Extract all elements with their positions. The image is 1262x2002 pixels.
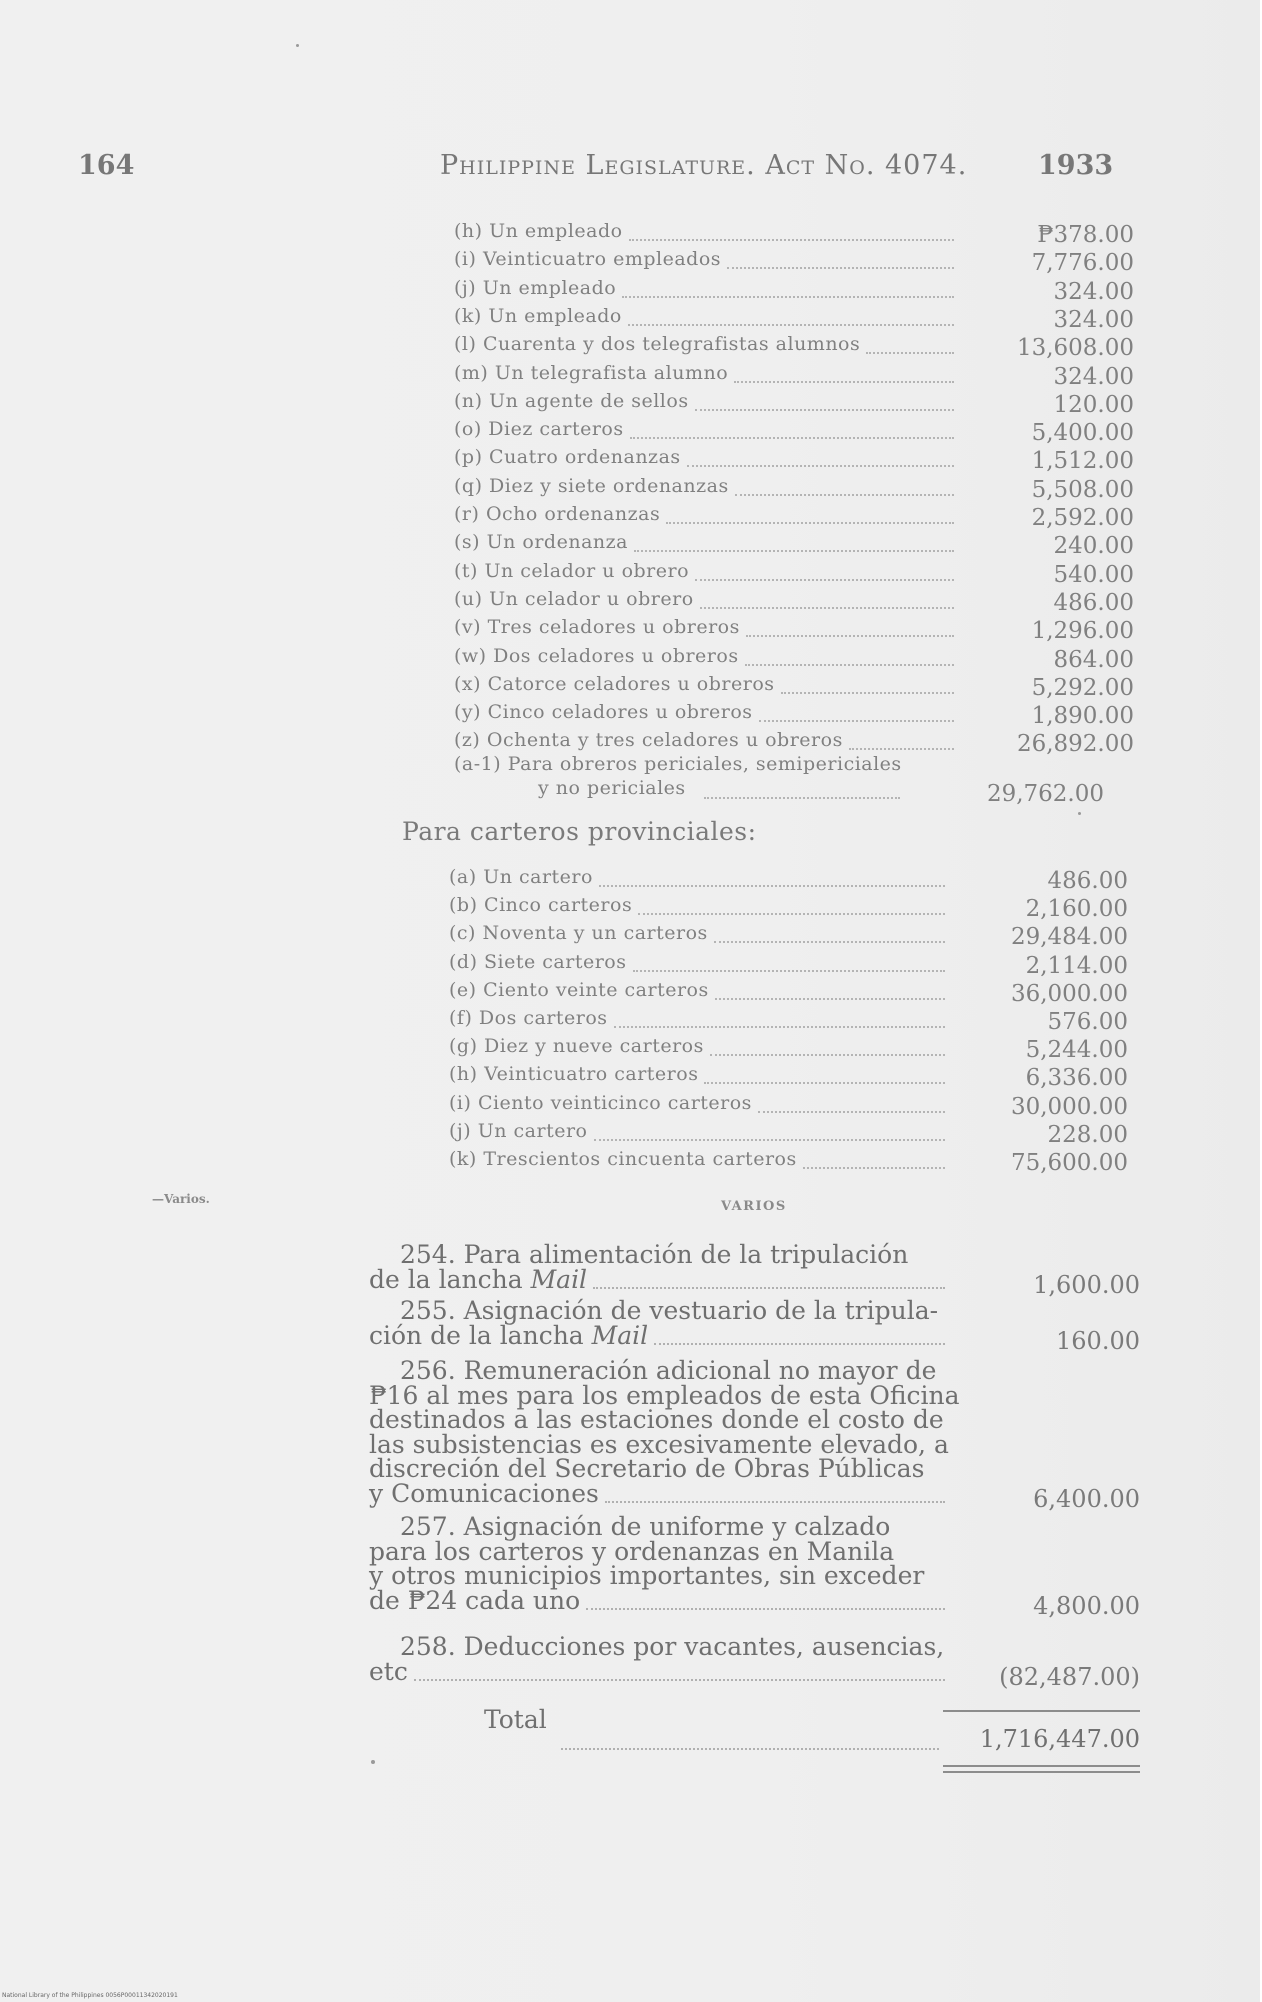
list-item [454, 305, 1174, 331]
list-item-amount: 26,892.00 [1016, 731, 1134, 758]
leader-dots [614, 1026, 945, 1028]
list-item-label: (d) Siete carteros [449, 950, 627, 973]
leader-dots [745, 664, 954, 666]
list-item-amount: 2,114.00 [1025, 952, 1128, 979]
list-item-label: (c) Noventa y un carteros [449, 922, 708, 945]
list-item-label: (a) Un cartero [449, 866, 593, 888]
list-item-amount: 7,776.00 [1031, 250, 1134, 277]
list-item [454, 475, 1174, 501]
header-year: 1933 [1038, 150, 1114, 181]
leader-dots [758, 1111, 945, 1113]
leader-dots [781, 692, 954, 694]
list-item [454, 418, 1174, 447]
leader-dots [654, 1343, 945, 1345]
page-number: 164 [78, 150, 135, 181]
varios-item-line: 256. Remuneración adicional no mayor de [400, 1356, 937, 1385]
list-item [454, 701, 1174, 730]
list-item-amount: 540.00 [1053, 561, 1134, 588]
list-item-amount: 75,600.00 [1010, 1150, 1128, 1176]
list-item-amount: 5,292.00 [1031, 674, 1134, 701]
list-item-amount: 324.00 [1053, 306, 1134, 333]
list-item [454, 362, 1174, 388]
list-item-a1-amount: 29,762.00 [986, 781, 1104, 807]
list-item-label: (h) Un empleado [454, 220, 623, 242]
leader-dots [695, 409, 954, 411]
list-item-label: (x) Catorce celadores u obreros [454, 672, 775, 695]
margin-note: —Varios. [152, 1192, 210, 1206]
varios-item-amount: (82,487.00) [999, 1662, 1140, 1691]
leader-dots [630, 437, 954, 439]
running-header [78, 150, 1114, 190]
list-item-label: (u) Un celador u obrero [454, 587, 694, 610]
list-item-a1 [454, 753, 1154, 813]
varios-item-line: de la lancha Mail [369, 1264, 588, 1294]
list-item-amount: 486.00 [1053, 589, 1134, 616]
varios-item-line: para los carteros y ordenanzas en Manila [369, 1536, 895, 1566]
list-item-amount: 5,244.00 [1025, 1037, 1128, 1064]
leader-dots [594, 1139, 945, 1141]
leader-dots [628, 324, 954, 326]
leader-dots [695, 579, 954, 581]
list-item-amount: 240.00 [1053, 533, 1134, 560]
list-item-amount: 1,296.00 [1031, 618, 1134, 645]
list-item-label: (m) Un telegrafista alumno [454, 361, 729, 384]
varios-item-line: discreción del Secretario de Obras Públicas [369, 1454, 925, 1483]
list-item [449, 894, 1169, 923]
list-item [454, 390, 1174, 416]
list-item-label: (y) Cinco celadores u obreros [454, 701, 753, 724]
leader-dots [714, 941, 945, 943]
total-rule-top [943, 1710, 1140, 1712]
list-item-label: (n) Un agente de sellos [454, 389, 689, 412]
list-item-amount: 228.00 [1047, 1121, 1128, 1148]
print-speck [296, 44, 299, 47]
list-item [449, 1007, 1169, 1033]
list-item-amount: ₱378.00 [1037, 222, 1134, 248]
section-heading-varios: VARIOS [721, 1199, 787, 1214]
total-rule-double [943, 1765, 1140, 1773]
list-item-label: (w) Dos celadores u obreros [454, 644, 739, 667]
list-item-amount: 324.00 [1053, 278, 1134, 305]
scan-footnote: National Library of the Philippines 0056P00011342020191 [2, 1992, 178, 1999]
leader-dots [700, 607, 954, 609]
list-item-amount: 36,000.00 [1010, 980, 1128, 1007]
list-item-label: (j) Un cartero [449, 1119, 588, 1142]
list-item [454, 645, 1174, 671]
list-item-amount: 120.00 [1053, 391, 1134, 418]
list-item-amount: 1,890.00 [1031, 703, 1134, 730]
varios-item-line: y otros municipios importantes, sin exceder [369, 1561, 925, 1590]
list-item-label: (p) Cuatro ordenanzas [454, 446, 681, 469]
list-item-amount: 864.00 [1053, 646, 1134, 673]
list-item-label: (k) Un empleado [454, 304, 622, 327]
list-item [449, 1148, 1169, 1174]
list-item-amount: 2,592.00 [1031, 505, 1134, 531]
list-item [449, 951, 1169, 977]
list-item-label: (f) Dos carteros [449, 1007, 608, 1029]
total-label: Total [484, 1705, 547, 1734]
list-item [449, 1092, 1169, 1118]
list-item-label: (t) Un celador u obrero [454, 559, 690, 582]
list-item [454, 277, 1174, 303]
leader-dots [735, 494, 954, 496]
leader-dots [629, 239, 954, 241]
varios-item-line: 255. Asignación de vestuario de la tripula- [400, 1296, 939, 1325]
list-item [454, 616, 1174, 645]
list-item [449, 922, 1169, 951]
leader-dots [414, 1679, 945, 1681]
leader-dots [715, 998, 945, 1000]
varios-item-amount: 6,400.00 [1033, 1484, 1140, 1513]
list-item [454, 560, 1174, 586]
list-item-amount: 576.00 [1047, 1009, 1128, 1035]
list-item-label: (z) Ochenta y tres celadores u obreros [454, 729, 843, 752]
varios-item-amount: 4,800.00 [1033, 1591, 1140, 1620]
list-item [449, 1120, 1169, 1146]
list-item-amount: 324.00 [1053, 363, 1134, 390]
list-item-label: (o) Diez carteros [454, 418, 624, 441]
section-heading-provincial: Para carteros provinciales: [402, 817, 757, 846]
list-item-amount: 30,000.00 [1010, 1093, 1128, 1120]
list-item [454, 673, 1174, 699]
leader-dots [622, 296, 954, 298]
leader-dots [734, 381, 954, 383]
list-item [449, 866, 1169, 892]
list-item-label: (q) Diez y siete ordenanzas [454, 474, 729, 497]
varios-item-line: las subsistencias es excesivamente elevado, a [369, 1429, 949, 1459]
varios-item-line: ₱16 al mes para los empleados de esta Oficina [369, 1380, 960, 1410]
list-item-label: (e) Ciento veinte carteros [449, 978, 709, 1001]
leader-dots [727, 267, 954, 269]
list-item [454, 588, 1174, 614]
leader-dots [849, 748, 954, 750]
varios-item-line: 257. Asignación de uniforme y calzado [400, 1512, 891, 1541]
list-item [454, 531, 1174, 560]
leader-dots [710, 1054, 945, 1056]
varios-item-line: de ₱24 cada uno [369, 1585, 581, 1615]
print-speck [371, 1760, 375, 1764]
leader-dots [666, 522, 954, 524]
list-item-label: (k) Trescientos cincuenta carteros [449, 1148, 797, 1170]
list-item-amount: 29,484.00 [1010, 924, 1128, 951]
list-item-label: (j) Un empleado [454, 276, 617, 299]
leader-dots [599, 885, 945, 887]
varios-item-line: 254. Para alimentación de la tripulación [400, 1240, 909, 1269]
varios-item-line: destinados a las estaciones donde el costo de [369, 1405, 944, 1434]
list-item-amount: 486.00 [1047, 868, 1128, 894]
list-item [449, 1063, 1169, 1092]
list-item [454, 729, 1174, 758]
leader-dots [561, 1748, 939, 1750]
leader-dots [586, 1608, 945, 1610]
list-item-a1-line2: y no periciales [538, 777, 686, 799]
list-item [454, 220, 1174, 246]
leader-dots [803, 1167, 945, 1169]
list-item-label: (g) Diez y nueve carteros [449, 1035, 704, 1058]
list-item-label: (v) Tres celadores u obreros [454, 616, 740, 639]
header-title: Philippine Legislature. Act No. 4074. [440, 150, 968, 181]
list-item-amount: 2,160.00 [1025, 896, 1128, 923]
varios-item-line: y Comunicaciones [369, 1478, 599, 1508]
list-item-label: (r) Ocho ordenanzas [454, 503, 661, 525]
leader-dots [704, 1082, 945, 1084]
list-item-label: (i) Ciento veinticinco carteros [449, 1091, 752, 1114]
list-item-label: (s) Un ordenanza [454, 531, 628, 554]
leader-dots [593, 1287, 945, 1289]
list-item-label: (l) Cuarenta y dos telegrafistas alumnos [454, 333, 861, 356]
list-item-amount: 5,508.00 [1031, 476, 1134, 503]
leader-dots [634, 550, 954, 552]
varios-item-line: 258. Deducciones por vacantes, ausencias, [400, 1632, 945, 1661]
varios-item-line: etc [369, 1656, 408, 1686]
print-speck [1078, 812, 1081, 815]
leader-dots [687, 465, 954, 467]
list-item-amount: 5,400.00 [1031, 420, 1134, 447]
leader-dots [866, 352, 954, 354]
varios-item-line: ción de la lancha Mail [369, 1320, 649, 1350]
list-item-amount: 6,336.00 [1025, 1065, 1128, 1092]
leader-dots [704, 797, 900, 799]
varios-item-amount: 1,600.00 [1033, 1270, 1140, 1299]
leader-dots [605, 1501, 945, 1503]
list-item [449, 1035, 1169, 1064]
list-item [454, 446, 1174, 475]
list-item-label: (i) Veinticuatro empleados [454, 248, 722, 271]
leader-dots [638, 913, 945, 915]
list-item-label: (b) Cinco carteros [449, 894, 633, 917]
leader-dots [633, 970, 945, 972]
list-item-a1-line1: (a-1) Para obreros periciales, semipericiales [454, 753, 902, 775]
list-item [454, 248, 1174, 277]
list-item-amount: 13,608.00 [1016, 335, 1134, 362]
leader-dots [759, 720, 954, 722]
list-item [449, 979, 1169, 1005]
varios-item-amount: 160.00 [1056, 1326, 1140, 1355]
leader-dots [746, 635, 954, 637]
list-item-amount: 1,512.00 [1031, 448, 1134, 475]
total-amount: 1,716,447.00 [979, 1725, 1140, 1753]
list-item [454, 333, 1174, 362]
list-item [454, 503, 1174, 529]
list-item-label: (h) Veinticuatro carteros [449, 1063, 699, 1086]
